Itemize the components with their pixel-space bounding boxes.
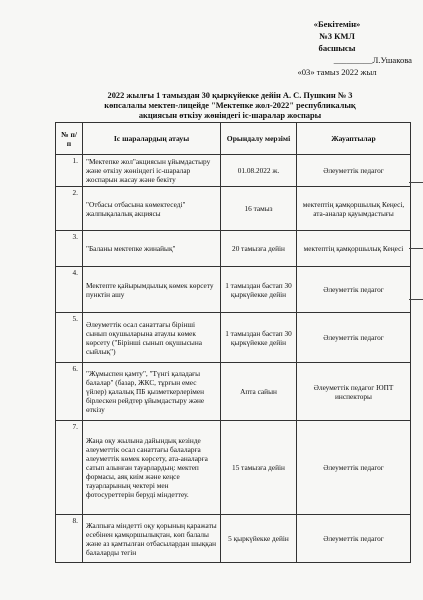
approval-school: №3 КМЛ bbox=[319, 31, 355, 41]
approval-stamp-block bbox=[262, 18, 412, 78]
events-plan-table bbox=[55, 122, 411, 563]
row-responsible: мектептің қамқоршылық Кеңесі bbox=[297, 231, 411, 267]
margin-mark bbox=[409, 248, 423, 249]
header-name: Іс шаралардың атауы bbox=[83, 123, 221, 155]
row-term: Апта сайын bbox=[221, 363, 297, 421]
header-term: Орындалу мерзімі bbox=[221, 123, 297, 155]
row-event: "Мектепке жол"акциясын ұйымдастыру және өткізу жөніндегі іс-шаралар жоспарын жасау және бекіту bbox=[83, 155, 221, 187]
margin-mark bbox=[409, 299, 423, 300]
row-num: 6. bbox=[56, 363, 83, 421]
row-event: "Баланы мектепке жинайық" bbox=[83, 231, 221, 267]
table-header-row bbox=[56, 123, 411, 155]
row-term: 5 қыркүйекке дейін bbox=[221, 515, 297, 563]
row-event: Әлеуметтік осал санаттағы бірінші сынып оқушыларына атаулы көмек көрсету ("Бірінші сынып оқушысына сыйлық") bbox=[83, 313, 221, 363]
row-term: 01.08.2022 ж. bbox=[221, 155, 297, 187]
table-row bbox=[56, 231, 411, 267]
approval-signature: _________Л.Ушакова bbox=[333, 55, 412, 65]
approval-heading: «Бекітемін» bbox=[313, 19, 361, 29]
row-num: 2. bbox=[56, 187, 83, 231]
title-line-1: 2022 жылғы 1 тамыздан 30 қыркүйекке дейін А. С. Пушкин № 3 bbox=[107, 91, 353, 100]
row-num: 1. bbox=[56, 155, 83, 187]
row-responsible: Әлеуметтік педагог ЮПТ инспекторы bbox=[297, 363, 411, 421]
row-responsible: мектептің қамқоршылық Кеңесі, ата-аналар қауымдастығы bbox=[297, 187, 411, 231]
row-event: Жаңа оқу жылына дайындық кезінде әлеуметтік осал санаттағы балаларға әлеуметтік көмек көрсету, ата-аналарға сатып алынған тауарлардың: мектеп формасы, аяқ киім және кеңсе тауарларының чектері мен фотосуреттерін беруді міндеттеу. bbox=[83, 421, 221, 515]
header-responsible: Жауаптылар bbox=[297, 123, 411, 155]
row-term: 16 тамыз bbox=[221, 187, 297, 231]
approval-date: «03» тамыз 2022 жыл bbox=[297, 67, 377, 77]
row-term: 20 тамызға дейін bbox=[221, 231, 297, 267]
table-row bbox=[56, 421, 411, 515]
document-title bbox=[70, 91, 390, 121]
table-row bbox=[56, 363, 411, 421]
row-responsible: Әлеуметтік педагог bbox=[297, 267, 411, 313]
row-num: 4. bbox=[56, 267, 83, 313]
row-term: 1 тамыздан бастап 30 қыркүйекке дейін bbox=[221, 313, 297, 363]
row-event: "Отбасы отбасына көмектеседі" жалпықалалық акциясы bbox=[83, 187, 221, 231]
row-num: 8. bbox=[56, 515, 83, 563]
row-responsible: Әлеуметтік педагог bbox=[297, 313, 411, 363]
title-line-3: акциясын өткізу жөніндегі іс-шаралар жоспары bbox=[138, 111, 322, 120]
table-row bbox=[56, 515, 411, 563]
row-num: 3. bbox=[56, 231, 83, 267]
row-responsible: Әлеуметтік педагог bbox=[297, 421, 411, 515]
table-row bbox=[56, 267, 411, 313]
title-line-2: көпсалалы мектеп-лицейде "Мектепке жол-2022" республикалық bbox=[104, 101, 356, 110]
row-event: Мектепте қайырымдылық көмек көрсету пунктін ашу bbox=[83, 267, 221, 313]
row-num: 5. bbox=[56, 313, 83, 363]
row-responsible: Әлеуметтік педагог bbox=[297, 515, 411, 563]
table-row bbox=[56, 187, 411, 231]
row-responsible: Әлеуметтік педагог bbox=[297, 155, 411, 187]
row-term: 1 тамыздан бастап 30 қыркүйекке дейін bbox=[221, 267, 297, 313]
margin-mark bbox=[409, 182, 423, 183]
approval-position: басшысы bbox=[318, 43, 356, 53]
header-num: № п/п bbox=[56, 123, 83, 155]
table-row bbox=[56, 155, 411, 187]
row-event: Жалпыға міндетті оқу қорының қаражаты есебінен қамқоршылықтан, көп балалы және аз қамтылған отбасылардан шыққан балаларды тегін bbox=[83, 515, 221, 563]
row-event: "Жұмыспен қамту", "Түнгі қаладағы балалар" (базар, ЖКС, тұрғын емес үйлер) қалалық ПБ қызметкерлерімен бірлескен рейдтер ұйымдастыру және өткізу bbox=[83, 363, 221, 421]
table-row bbox=[56, 313, 411, 363]
row-term: 15 тамызға дейін bbox=[221, 421, 297, 515]
row-num: 7. bbox=[56, 421, 83, 515]
